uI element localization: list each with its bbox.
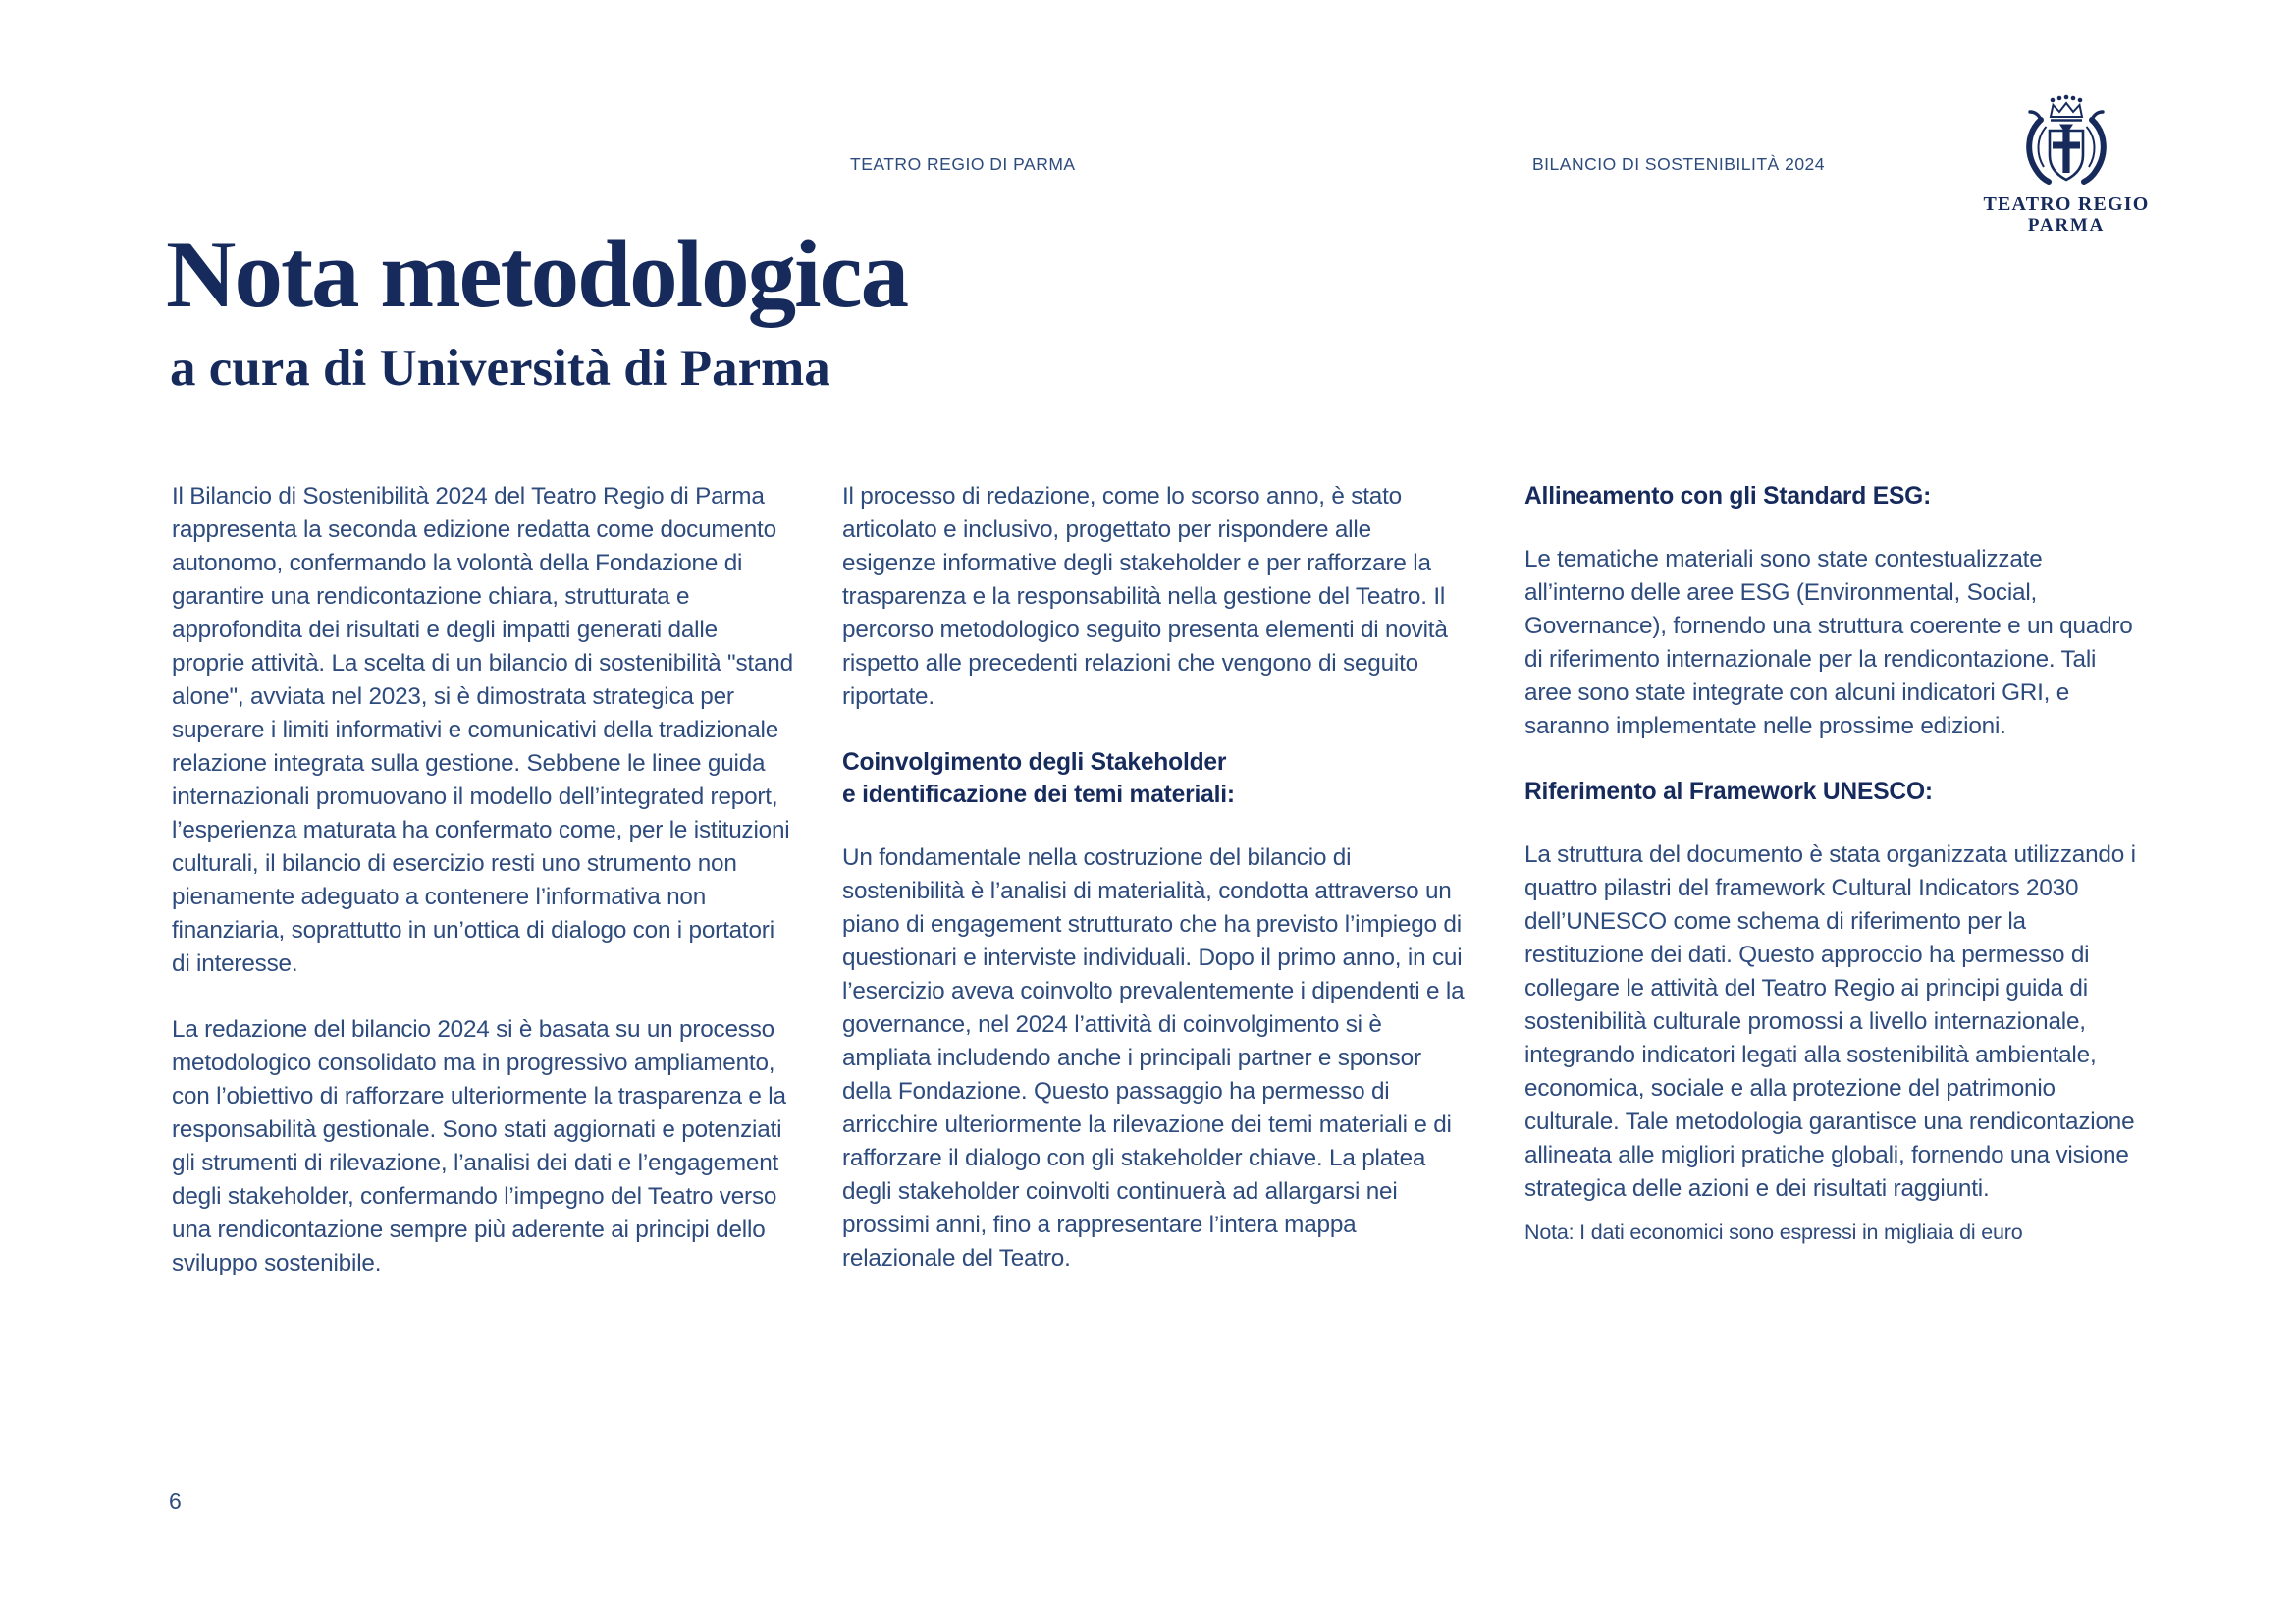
section-heading-stakeholder — [842, 746, 1465, 811]
crown-icon — [2051, 103, 2082, 121]
logo-wordmark-line2: PARMA — [2027, 215, 2106, 236]
teatro-regio-crest-icon — [2020, 94, 2112, 192]
paragraph: Un fondamentale nella costruzione del bilancio di sostenibilità è l’analisi di materialità, condotta attraverso un piano di engagement strutturato che ha previsto l’impiego di questionari e interviste individuali. Dopo il primo anno, in cui l’esercizio aveva coinvolto prevalentemente i dipendenti e la governance, nel 2024 l’attività di coinvolgimento si è ampliata includendo anche i principali partner e sponsor della Fondazione. Questo passaggio ha permesso di arricchire ulteriormente la rilevazione dei temi materiali e di rafforzare il dialogo con gli stakeholder chiave. La platea degli stakeholder coinvolti continuerà ad allargarsi nei prossimi anni, fino a rappresentare l’intera mappa relazionale del Teatro. — [842, 844, 1465, 1272]
page-number: 6 — [169, 1489, 182, 1514]
paragraph: La struttura del documento è stata organizzata utilizzando i quattro pilastri del framework Cultural Indicators 2030 dell’UNESCO come schema di riferimento per la restituzione dei dati. Questo approccio ha permesso di collegare le attività del Teatro Regio ai principi guida di sostenibilità culturale promossi a livello internazionale, integrando indicatori legati alla sostenibilità ambientale, economica, sociale e alla protezione del patrimonio culturale. Tale metodologia garantisce una rendicontazione allineata alle migliori pratiche globali, fornendo una visione strategica delle azioni e dei risultati raggiunti. — [1524, 841, 2136, 1202]
teatro-regio-logo — [1983, 94, 2150, 237]
page-subtitle: a cura di Università di Parma — [170, 340, 830, 397]
crown-dots — [2051, 95, 2083, 103]
text-column-2 — [842, 480, 1465, 1308]
section-heading-esg: Allineamento con gli Standard ESG: — [1524, 483, 1932, 510]
section-heading-line: Coinvolgimento degli Stakeholder — [842, 749, 1227, 776]
paragraph: Il processo di redazione, come lo scorso anno, è stato articolato e inclusivo, progettato per rispondere alle esigenze informative degli stakeholder e per rafforzare la trasparenza e la responsabilità nella gestione del Teatro. Il percorso metodologico seguito presenta elementi di novità rispetto alle precedenti relazioni che vengono di seguito riportate. — [842, 483, 1448, 710]
section-heading-unesco: Riferimento al Framework UNESCO: — [1524, 779, 1933, 805]
running-header-right: BILANCIO DI SOSTENIBILITÀ 2024 — [1532, 154, 1826, 174]
text-column-1 — [172, 480, 794, 1313]
paragraph: Il Bilancio di Sostenibilità 2024 del Teatro Regio di Parma rappresenta la seconda edizione redatta come documento autonomo, confermando la volontà della Fondazione di garantire una rendicontazione chiara, strutturata e approfondita dei risultati e degli impatti generati dalle proprie attività. La scelta di un bilancio di sostenibilità "stand alone", avviata nel 2023, si è dimostrata strategica per superare i limiti informativi e comunicativi della tradizionale relazione integrata sulla gestione. Sebbene le linee guida internazionali promuovano il modello dell’integrated report, l’esperienza maturata ha confermato come, per le istituzioni culturali, il bilancio di esercizio resti uno strumento non pienamente adeguato a contenere l’informativa non finanziaria, soprattutto in un’ottica di dialogo con i portatori di interesse. — [172, 483, 793, 977]
paragraph: Le tematiche materiali sono state contestualizzate all’interno delle aree ESG (Environmental, Social, Governance), fornendo una struttura coerente e un quadro di riferimento internazionale per la rendicontazione. Tali aree sono state integrate con alcuni indicatori GRI, e saranno implementate nelle prossime edizioni. — [1524, 546, 2133, 739]
running-header-left: TEATRO REGIO DI PARMA — [850, 154, 1076, 174]
logo-wordmark-line1: TEATRO REGIO — [1983, 193, 2150, 215]
paragraph: La redazione del bilancio 2024 si è basata su un processo metodologico consolidato ma in progressivo ampliamento, con l’obiettivo di rafforzare ulteriormente la trasparenza e la responsabilità gestionale. Sono stati aggiornati e potenziati gli strumenti di rilevazione, l’analisi dei dati e l’engagement degli stakeholder, confermando l’impegno del Teatro verso una rendicontazione sempre più aderente ai principi dello sviluppo sostenibile. — [172, 1016, 786, 1276]
footnote-text: Nota: I dati economici sono espressi in migliaia di euro — [1524, 1220, 2023, 1244]
right-scroll — [2084, 112, 2104, 182]
left-scroll — [2029, 112, 2049, 182]
text-column-3 — [1524, 480, 2147, 1247]
page-title: Nota metodologica — [166, 221, 908, 328]
section-heading-line: e identificazione dei temi materiali: — [842, 782, 1235, 808]
